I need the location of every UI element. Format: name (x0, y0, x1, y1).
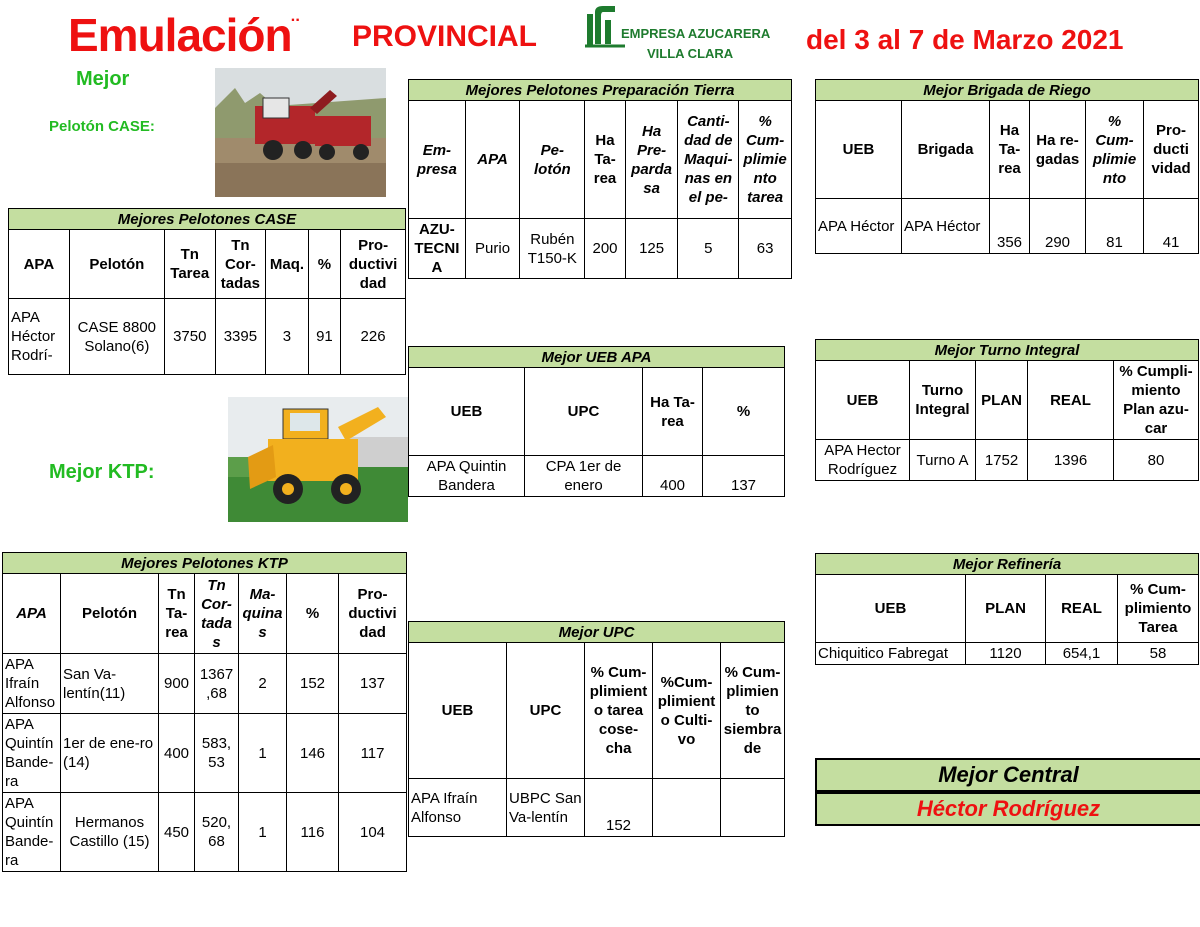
ueb-apa-table (408, 346, 785, 497)
table-cell: 1752 (976, 440, 1028, 481)
header-cell: UPC (525, 368, 643, 456)
header-cell: UEB (816, 361, 910, 440)
header-cell: Turno Integral (910, 361, 976, 440)
table-cell: 41 (1144, 199, 1199, 254)
table-cell: 1er de ene-ro (14) (61, 714, 159, 793)
table-cell: APA Ifraín Alfonso (409, 779, 507, 837)
header-cell: Ha Pre-parda sa (625, 101, 678, 219)
table-cell: 1120 (966, 643, 1046, 665)
table-cell: 200 (585, 219, 626, 279)
table-cell: Turno A (910, 440, 976, 481)
case-table-caption: Mejores Pelotones CASE (9, 209, 406, 230)
header-cell: Pro-ductivi dad (339, 574, 407, 654)
table-cell: UBPC San Va-lentín (507, 779, 585, 837)
header-cell: % Cum-plimie nto (1086, 101, 1144, 199)
table-cell: 1367 ,68 (195, 654, 239, 714)
table-cell: APA Héctor (816, 199, 902, 254)
table-row (3, 793, 407, 872)
table-cell: 91 (308, 299, 340, 375)
case-table (8, 208, 406, 375)
peloton-case-label: Pelotón CASE: (49, 118, 155, 135)
table-cell: 1 (239, 793, 287, 872)
table-cell: 290 (1030, 199, 1086, 254)
header-cell: %Cum-plimient o Culti-vo (653, 643, 721, 779)
header-cell: % (703, 368, 785, 456)
header-cell: Ha re-gadas (1030, 101, 1086, 199)
table-cell: 1396 (1028, 440, 1114, 481)
logo-line2: VILLA CLARA (647, 46, 734, 61)
table-cell: 81 (1086, 199, 1144, 254)
header-cell: Pro-ductivi dad (341, 230, 406, 299)
table-row (409, 219, 792, 279)
tierra-table-caption: Mejores Pelotones Preparación Tierra (409, 80, 792, 101)
table-cell: 137 (339, 654, 407, 714)
header-cell: APA (9, 230, 70, 299)
table-cell: Hermanos Castillo (15) (61, 793, 159, 872)
table-cell: 5 (678, 219, 739, 279)
table-row (409, 779, 785, 837)
table-cell: APA Quintín Bande-ra (3, 793, 61, 872)
upc-table-caption: Mejor UPC (409, 622, 785, 643)
header-cell: Ha Ta-rea (643, 368, 703, 456)
table-cell: 1 (239, 714, 287, 793)
table-cell: APA Quintin Bandera (409, 456, 525, 497)
table-cell: 520, 68 (195, 793, 239, 872)
table-cell: 152 (287, 654, 339, 714)
riego-table (815, 79, 1199, 254)
header-cell: Em-presa (409, 101, 466, 219)
table-cell: APA Héctor Rodrí- (9, 299, 70, 375)
header-cell: % (287, 574, 339, 654)
header-cell: REAL (1046, 575, 1118, 643)
table-cell: 116 (287, 793, 339, 872)
header-cell: % Cum-plimiento Tarea (1118, 575, 1199, 643)
table-cell: 900 (159, 654, 195, 714)
header-cell: UEB (409, 643, 507, 779)
table-row (816, 440, 1199, 481)
table-cell: 63 (739, 219, 792, 279)
header-cell: PLAN (976, 361, 1028, 440)
table-cell: APA Héctor (902, 199, 990, 254)
header-cell: % Cumpli-miento Plan azu-car (1114, 361, 1199, 440)
table-cell: 3395 (215, 299, 266, 375)
tierra-table (408, 79, 792, 279)
table-cell: 450 (159, 793, 195, 872)
table-cell (653, 779, 721, 837)
case-harvester-photo (215, 68, 386, 197)
table-cell: 3750 (164, 299, 215, 375)
table-cell: APA Quintín Bande-ra (3, 714, 61, 793)
header-cell: UEB (409, 368, 525, 456)
ktp-harvester-photo (228, 397, 408, 522)
table-cell: 125 (625, 219, 678, 279)
table-cell: 356 (990, 199, 1030, 254)
ueb-apa-table-caption: Mejor UEB APA (409, 347, 785, 368)
table-cell: 654,1 (1046, 643, 1118, 665)
header-cell: Tn Tarea (164, 230, 215, 299)
header-cell: % Cum-plimient o tarea cose-cha (585, 643, 653, 779)
table-cell: 117 (339, 714, 407, 793)
table-cell: 80 (1114, 440, 1199, 481)
table-cell: 400 (159, 714, 195, 793)
header-cell: Ma-quina s (239, 574, 287, 654)
table-cell: 226 (341, 299, 406, 375)
header-cell: % (308, 230, 340, 299)
best-central-label: Mejor Central (815, 758, 1200, 792)
table-cell: 3 (266, 299, 309, 375)
table-row (816, 199, 1199, 254)
table-cell: 58 (1118, 643, 1199, 665)
header-cell: UPC (507, 643, 585, 779)
title-mark: ¨ (291, 14, 298, 39)
header-cell: Pro-ducti vidad (1144, 101, 1199, 199)
table-row (9, 299, 406, 375)
page-title: Emulación¨ (68, 9, 298, 61)
table-cell: Purio (465, 219, 520, 279)
mejor-ktp-label: Mejor KTP: (49, 461, 155, 483)
header-cell: Pelotón (69, 230, 164, 299)
ktp-table-caption: Mejores Pelotones KTP (3, 553, 407, 574)
table-cell: 152 (585, 779, 653, 837)
table-cell: APA Hector Rodríguez (816, 440, 910, 481)
header-cell: Brigada (902, 101, 990, 199)
upc-table (408, 621, 785, 837)
table-cell: CASE 8800 Solano(6) (69, 299, 164, 375)
header-cell: Tn Cor-tada s (195, 574, 239, 654)
table-cell: San Va-lentín(11) (61, 654, 159, 714)
date-range: del 3 al 7 de Marzo 2021 (806, 24, 1124, 55)
table-row (3, 714, 407, 793)
header-cell: Ha Ta-rea (990, 101, 1030, 199)
table-cell: 137 (703, 456, 785, 497)
table-cell: CPA 1er de enero (525, 456, 643, 497)
header-cell: Maq. (266, 230, 309, 299)
table-cell: APA Ifraín Alfonso (3, 654, 61, 714)
header-cell: Tn Ta-rea (159, 574, 195, 654)
turno-table (815, 339, 1199, 481)
header-cell: APA (465, 101, 520, 219)
header-cell: REAL (1028, 361, 1114, 440)
best-central-winner: Héctor Rodríguez (815, 792, 1200, 826)
table-row (816, 643, 1199, 665)
table-cell: Chiquitico Fabregat (816, 643, 966, 665)
header-cell: UEB (816, 101, 902, 199)
header-cell: Pelotón (61, 574, 159, 654)
header-cell: Ha Ta-rea (585, 101, 626, 219)
table-cell: 400 (643, 456, 703, 497)
header-cell: % Cum-plimien to siembra de (721, 643, 785, 779)
header-cell: APA (3, 574, 61, 654)
table-cell: 2 (239, 654, 287, 714)
header-cell: PLAN (966, 575, 1046, 643)
mejor-label: Mejor (76, 68, 130, 90)
table-cell: 583, 53 (195, 714, 239, 793)
header-cell: Pe-lotón (520, 101, 585, 219)
header-cell: UEB (816, 575, 966, 643)
refineria-table (815, 553, 1199, 665)
table-cell (721, 779, 785, 837)
turno-table-caption: Mejor Turno Integral (816, 340, 1199, 361)
company-logo (585, 4, 771, 64)
table-cell: 104 (339, 793, 407, 872)
table-row (3, 654, 407, 714)
table-cell: 146 (287, 714, 339, 793)
refineria-table-caption: Mejor Refinería (816, 554, 1199, 575)
header-cell: Canti-dad de Maqui-nas en el pe- (678, 101, 739, 219)
logo-line1: EMPRESA AZUCARERA (621, 26, 771, 41)
table-cell: AZU-TECNI A (409, 219, 466, 279)
ktp-table (2, 552, 407, 872)
page-subtitle: PROVINCIAL (352, 20, 538, 53)
header-cell: % Cum-plimie nto tarea (739, 101, 792, 219)
sugar-company-logo-icon (585, 4, 625, 48)
header-cell: Tn Cor-tadas (215, 230, 266, 299)
table-cell: Rubén T150-K (520, 219, 585, 279)
table-row (409, 456, 785, 497)
riego-table-caption: Mejor Brigada de Riego (816, 80, 1199, 101)
